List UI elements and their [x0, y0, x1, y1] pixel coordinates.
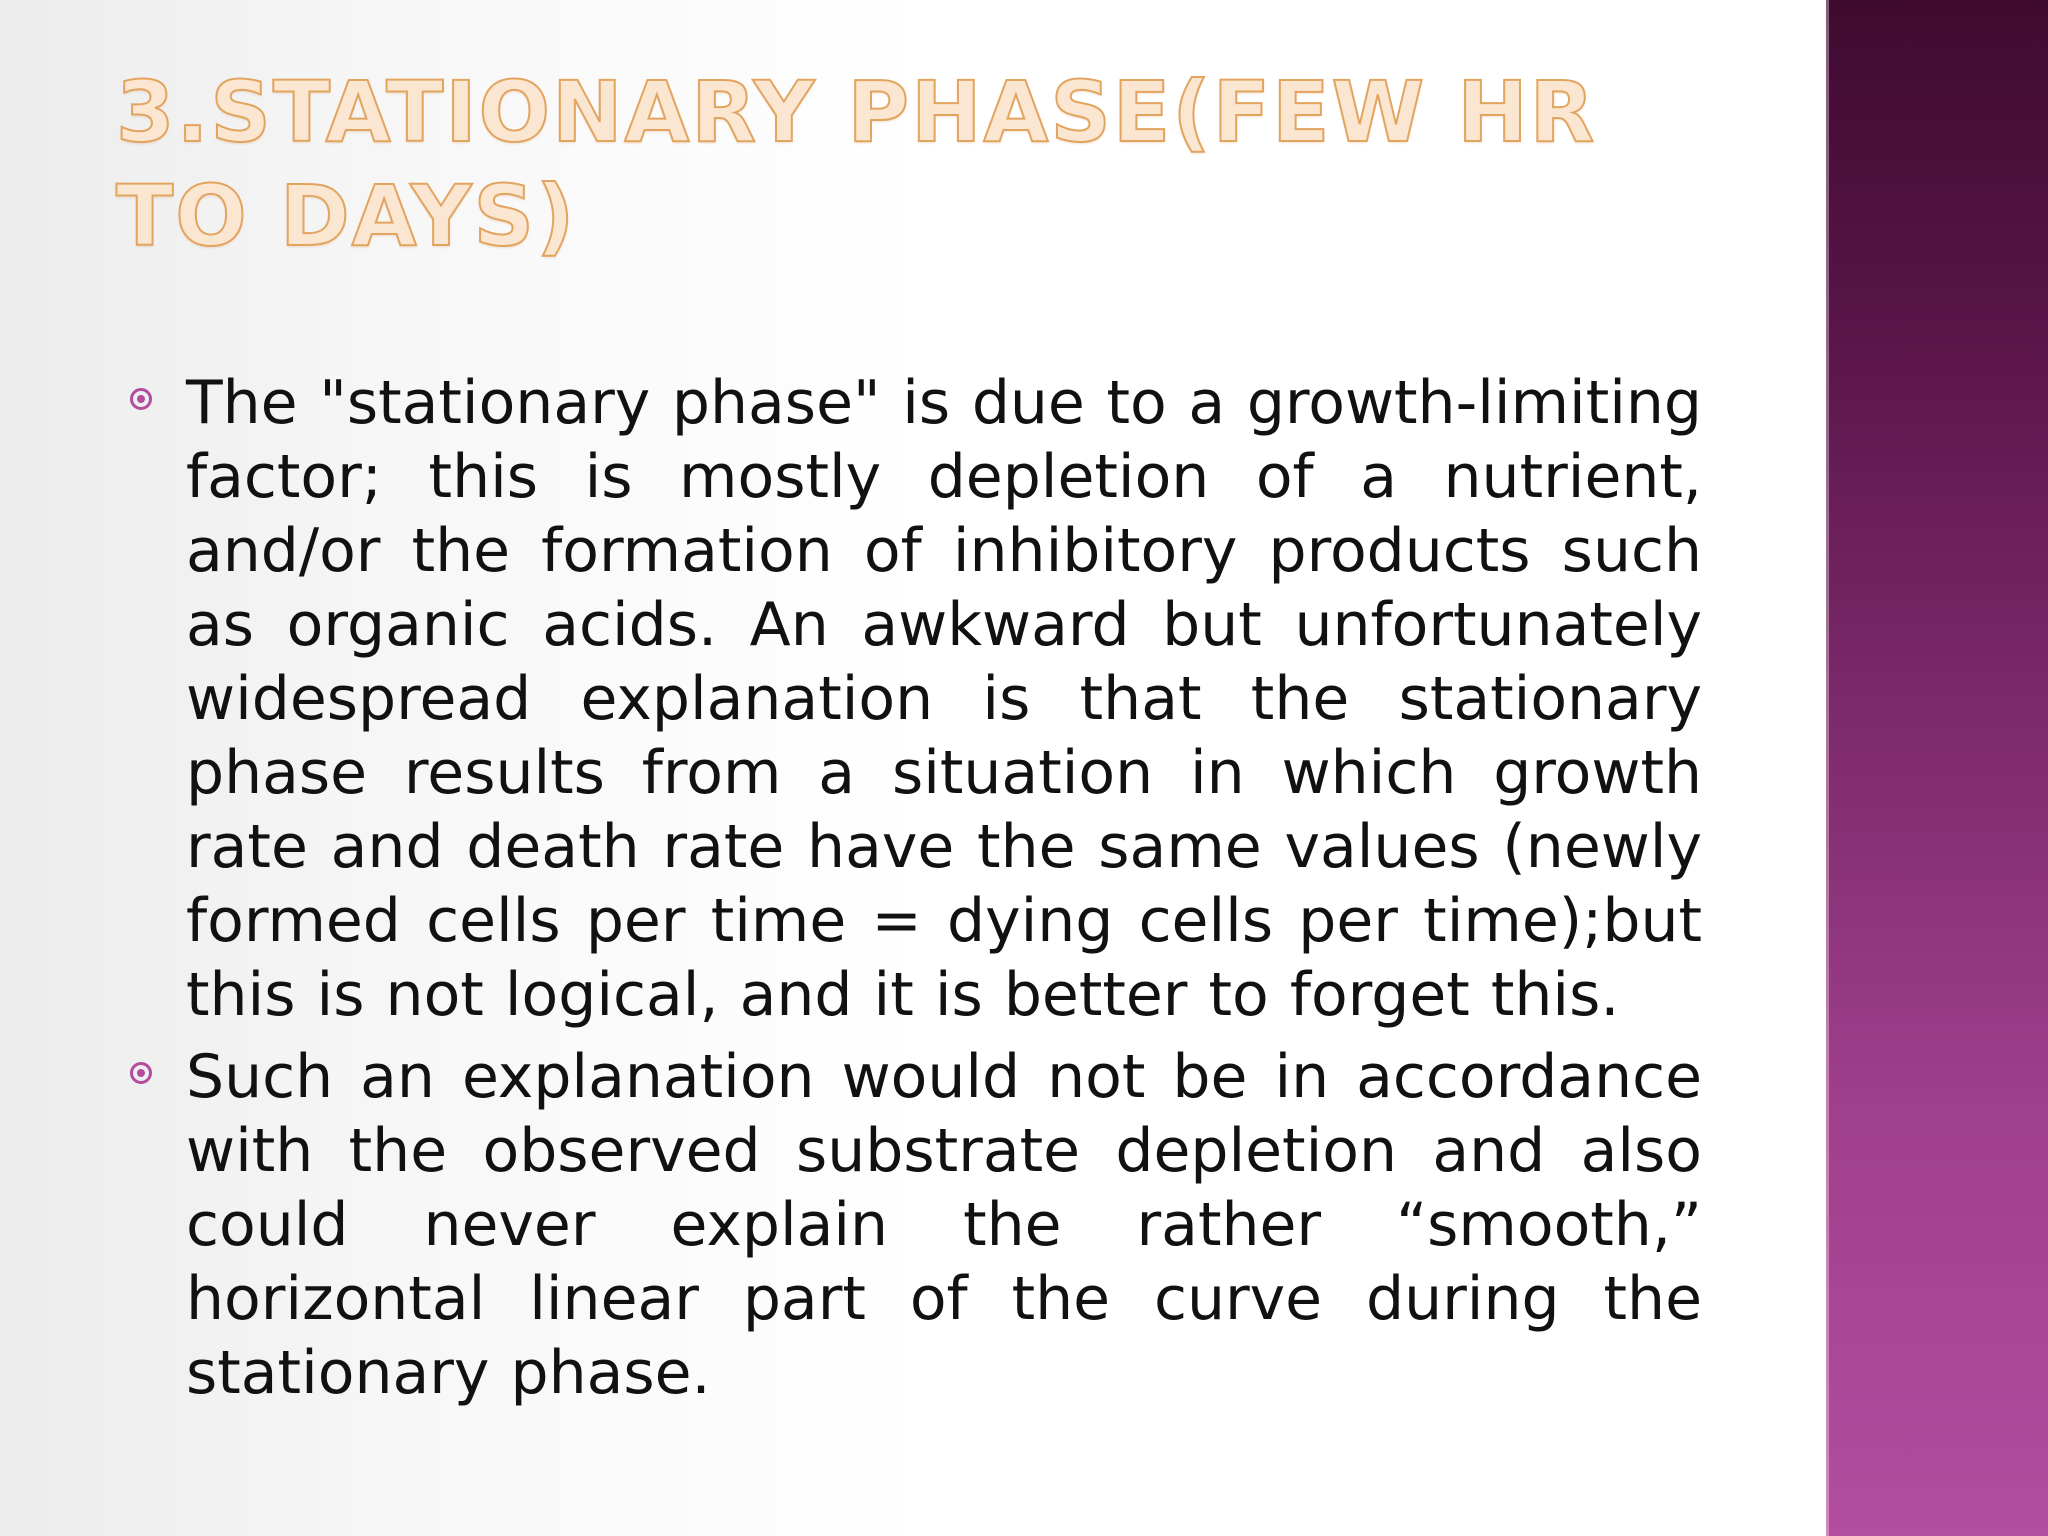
bullet-item	[130, 366, 1702, 1032]
side-band-edge	[1826, 0, 1829, 1536]
circle-dot-bullet-icon	[130, 388, 152, 410]
bullet-text: The "stationary phase" is due to a growth-limiting factor; this is mostly depletion of a nutrient, and/or the formation of inhibitory products such as organic acids. An awkward but unfortunately widespread explanation is that the stationary phase results from a situation in which growth rate and death rate have the same values (newly formed cells per time = dying cells per time);but this is not logical, and it is better to forget this.	[186, 368, 1702, 1030]
bullet-text: Such an explanation would not be in accordance with the observed substrate depletion and also could never explain the rather “smooth,” horizontal linear part of the curve during the stationary phase.	[186, 1042, 1702, 1408]
decorative-side-band	[1826, 0, 2048, 1536]
circle-dot-bullet-icon	[130, 1062, 152, 1084]
slide-title: 3.STATIONARY PHASE(FEW HR TO DAYS)	[116, 63, 1597, 265]
bullet-list	[130, 366, 1702, 1418]
bullet-item	[130, 1040, 1702, 1410]
